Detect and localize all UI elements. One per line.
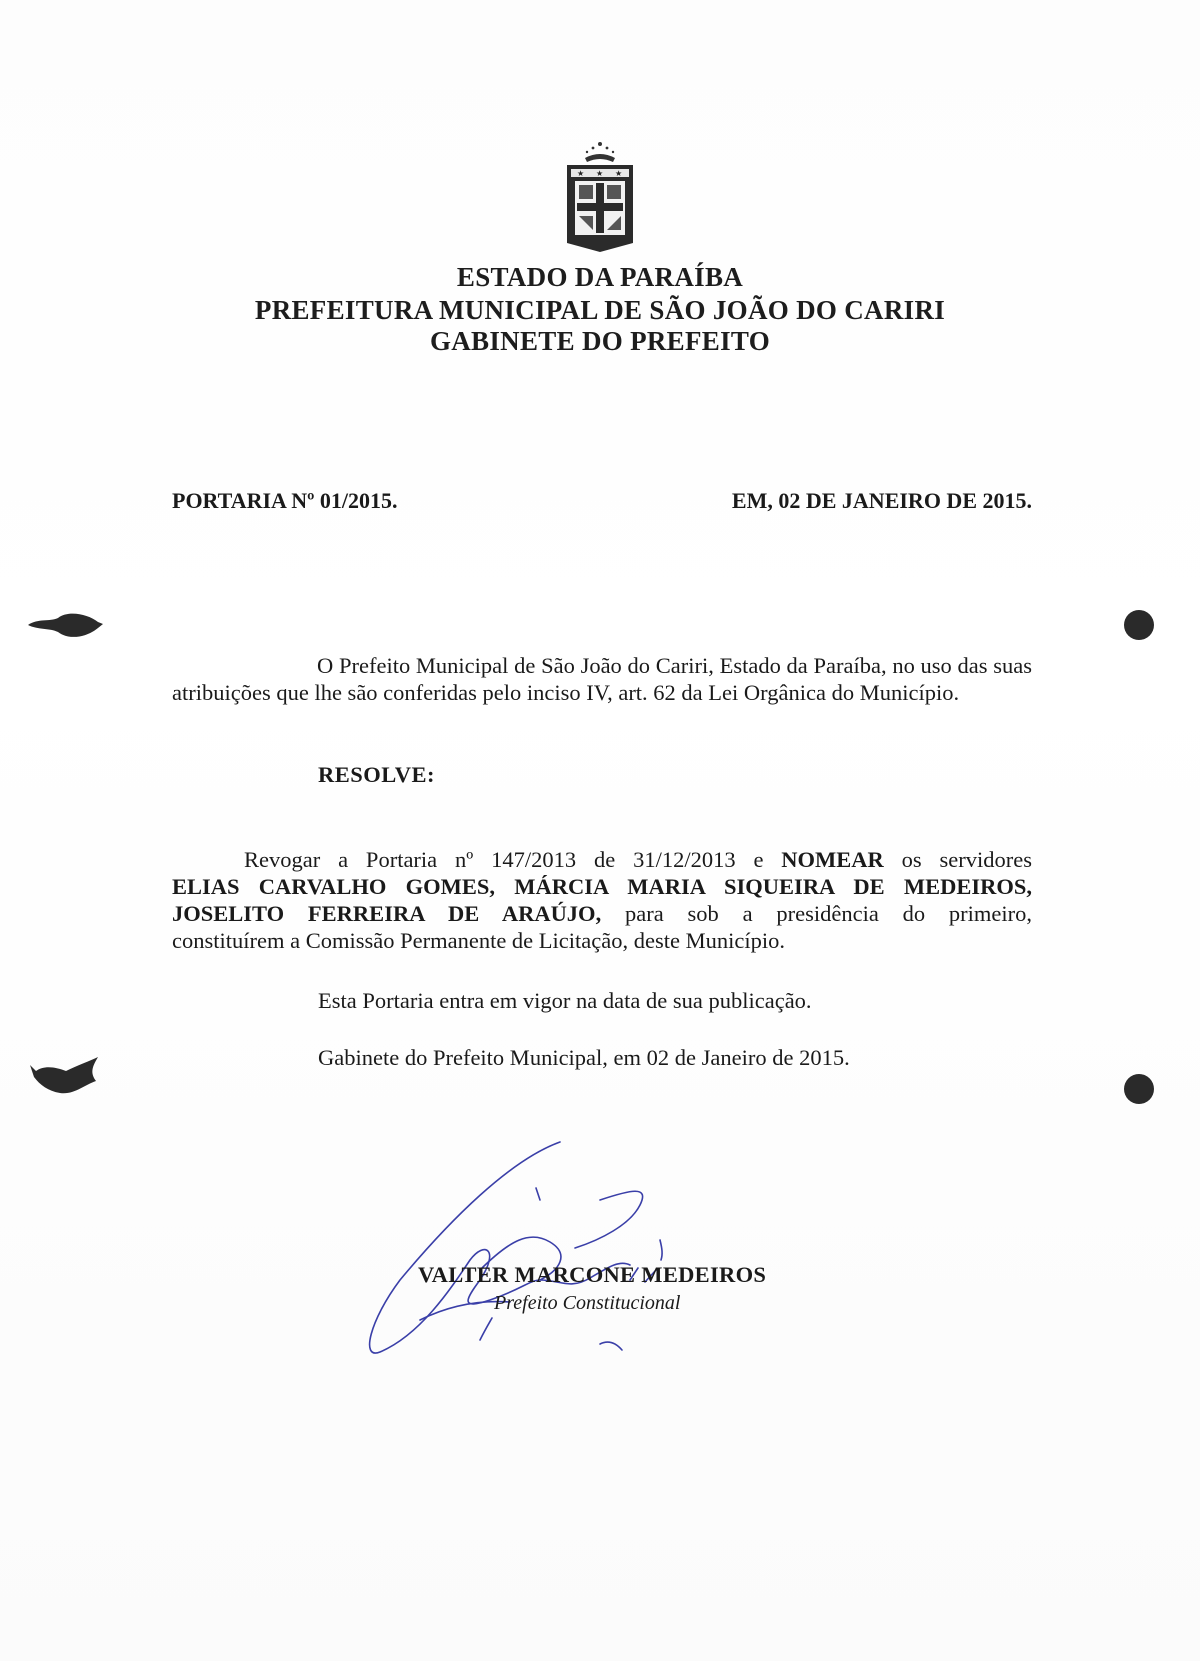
effective-date-paragraph: Esta Portaria entra em vigor na data de sua publicação. xyxy=(318,988,812,1013)
decree-line-3: JOSELITO FERREIRA DE ARAÚJO, para sob a presidência do primeiro, xyxy=(172,901,1033,926)
punch-hole-icon xyxy=(1122,1072,1156,1106)
state-heading: ESTADO DA PARAÍBA xyxy=(456,262,744,292)
svg-text:★: ★ xyxy=(596,169,604,178)
municipal-coat-of-arms-icon xyxy=(555,140,645,258)
resolve-heading: RESOLVE: xyxy=(318,762,435,787)
nomear-keyword: NOMEAR xyxy=(781,847,884,872)
decree-paragraph xyxy=(172,846,1032,954)
decree-line-2: ELIAS CARVALHO GOMES, MÁRCIA MARIA SIQUEIRA DE MEDEIROS, xyxy=(172,874,1032,899)
intro-paragraph: O Prefeito Municipal de São João do Cariri, Estado da Paraíba, no uso das suas atribuições que lhe são conferidas pelo inciso IV, art. 62 da Lei Orgânica do Município. xyxy=(172,653,1032,705)
punch-hole-icon xyxy=(1122,608,1156,642)
decree-line-4: constituírem a Comissão Permanente de Licitação, deste Município. xyxy=(172,928,785,953)
closing-paragraph: Gabinete do Prefeito Municipal, em 02 de Janeiro de 2015. xyxy=(318,1045,850,1070)
signatory-title: Prefeito Constitucional xyxy=(494,1292,681,1314)
punch-hole-icon xyxy=(30,1055,100,1097)
signatory-name: VALTER MARCONE MEDEIROS xyxy=(418,1262,767,1287)
handwritten-signature-icon xyxy=(360,1130,720,1360)
municipality-heading: PREFEITURA MUNICIPAL DE SÃO JOÃO DO CARIRI xyxy=(254,295,946,325)
decree-line-1: Revogar a Portaria nº 147/2013 de 31/12/2013 e NOMEAR os servidores xyxy=(244,847,1032,872)
office-heading: GABINETE DO PREFEITO xyxy=(429,326,771,356)
svg-text:★: ★ xyxy=(615,169,623,178)
portaria-date: EM, 02 DE JANEIRO DE 2015. xyxy=(731,488,1032,513)
punch-hole-icon xyxy=(28,608,103,642)
portaria-number: PORTARIA Nº 01/2015. xyxy=(172,488,398,513)
svg-text:★: ★ xyxy=(577,169,585,178)
